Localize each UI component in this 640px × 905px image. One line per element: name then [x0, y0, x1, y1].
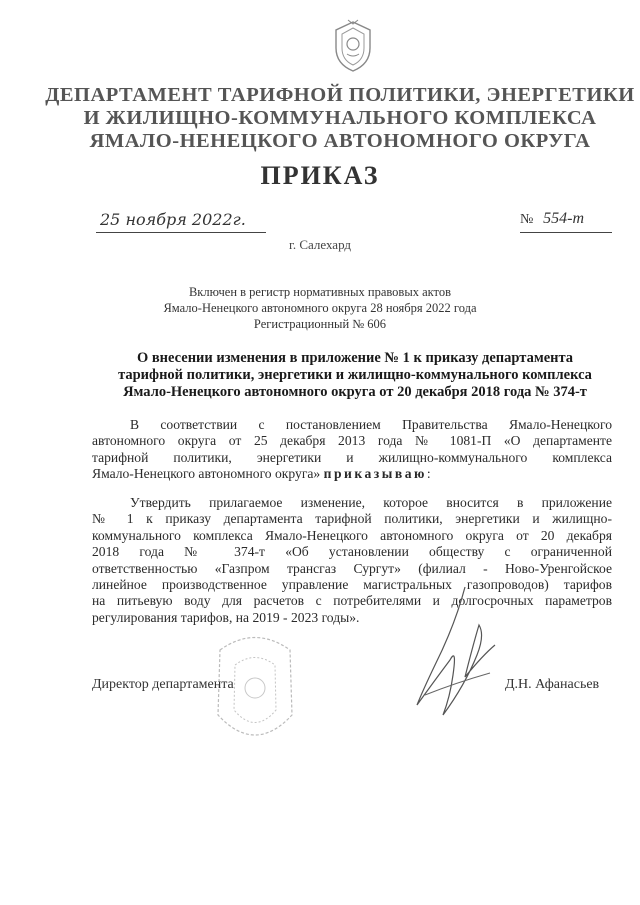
preamble-line-2: автономного округа от 25 декабря 2013 года № 1081-П «О департаменте: [92, 433, 612, 449]
subject-line-2: тарифной политики, энергетики и жилищно-коммунального комплекса: [118, 367, 592, 383]
order-number-field: [520, 210, 612, 233]
operative-line-6: линейное производственное управление магистральных газопроводов) тарифов: [92, 577, 612, 593]
handwritten-signature-icon: [395, 585, 505, 730]
operative-line-2: № 1 к приказу департамента тарифной политики, энергетики и жилищно-: [92, 511, 612, 527]
document-type-title: ПРИКАЗ: [260, 161, 380, 190]
city-name: г. Салехард: [288, 237, 352, 252]
preamble-line-3: тарифной политики, энергетики и жилищно-коммунального комплекса: [92, 449, 612, 465]
order-date-field: [96, 210, 266, 233]
preamble-line-4: [92, 466, 612, 482]
order-number-label: №: [520, 212, 534, 227]
signatory-position: Директор департамента: [92, 677, 234, 692]
operative-line-7: на питьевую воду для расчетов с потребителями и долгосрочных параметров: [92, 593, 612, 609]
preamble-paragraph: [92, 417, 612, 483]
department-line-1: ДЕПАРТАМЕНТ ТАРИФНОЙ ПОЛИТИКИ, ЭНЕРГЕТИКИ: [45, 84, 635, 106]
coat-of-arms-icon: [330, 18, 376, 74]
order-date-handwritten: 25 ноября 2022г.: [100, 210, 246, 229]
subject-line-1: О внесении изменения в приложение № 1 к приказу департамента: [136, 350, 574, 366]
preamble-line-1: В соответствии с постановлением Правительства Ямало-Ненецкого: [130, 417, 612, 432]
department-line-3: ЯМАЛО-НЕНЕЦКОГО АВТОНОМНОГО ОКРУГА: [89, 130, 591, 152]
registration-line-3: Регистрационный № 606: [253, 317, 387, 331]
order-word: приказываю: [323, 466, 427, 482]
order-subject: [100, 350, 610, 401]
operative-paragraph: [92, 495, 612, 626]
department-line-2: И ЖИЛИЩНО-КОММУНАЛЬНОГО КОМПЛЕКСА: [83, 107, 597, 129]
operative-line-4: 2018 года № 374-т «Об установлении обществу с ограниченной: [92, 544, 612, 560]
department-name: [40, 84, 640, 153]
operative-line-1: Утвердить прилагаемое изменение, которое вносится в приложение: [130, 495, 612, 510]
preamble-line-4-text: Ямало-Ненецкого автономного округа»: [92, 466, 321, 482]
registration-stamp: [150, 284, 490, 332]
operative-line-8: регулирования тарифов, на 2019 - 2023 годы».: [92, 609, 360, 625]
operative-line-3: коммунального комплекса Ямало-Ненецкого автономного округа от 20 декабря: [92, 527, 612, 543]
registration-line-2: Ямало-Ненецкого автономного округа 28 ноября 2022 года: [163, 301, 477, 315]
subject-line-3: Ямало-Ненецкого автономного округа от 20 декабря 2018 года № 374-т: [123, 384, 587, 400]
signatory-name: Д.Н. Афанасьев: [505, 677, 600, 692]
order-word-colon: :: [426, 466, 431, 482]
operative-line-5: ответственностью «Газпром трансгаз Сургут» (филиал - Ново-Уренгойское: [92, 560, 612, 576]
registration-line-1: Включен в регистр нормативных правовых актов: [188, 285, 452, 299]
order-number-handwritten: 554-т: [543, 210, 584, 227]
